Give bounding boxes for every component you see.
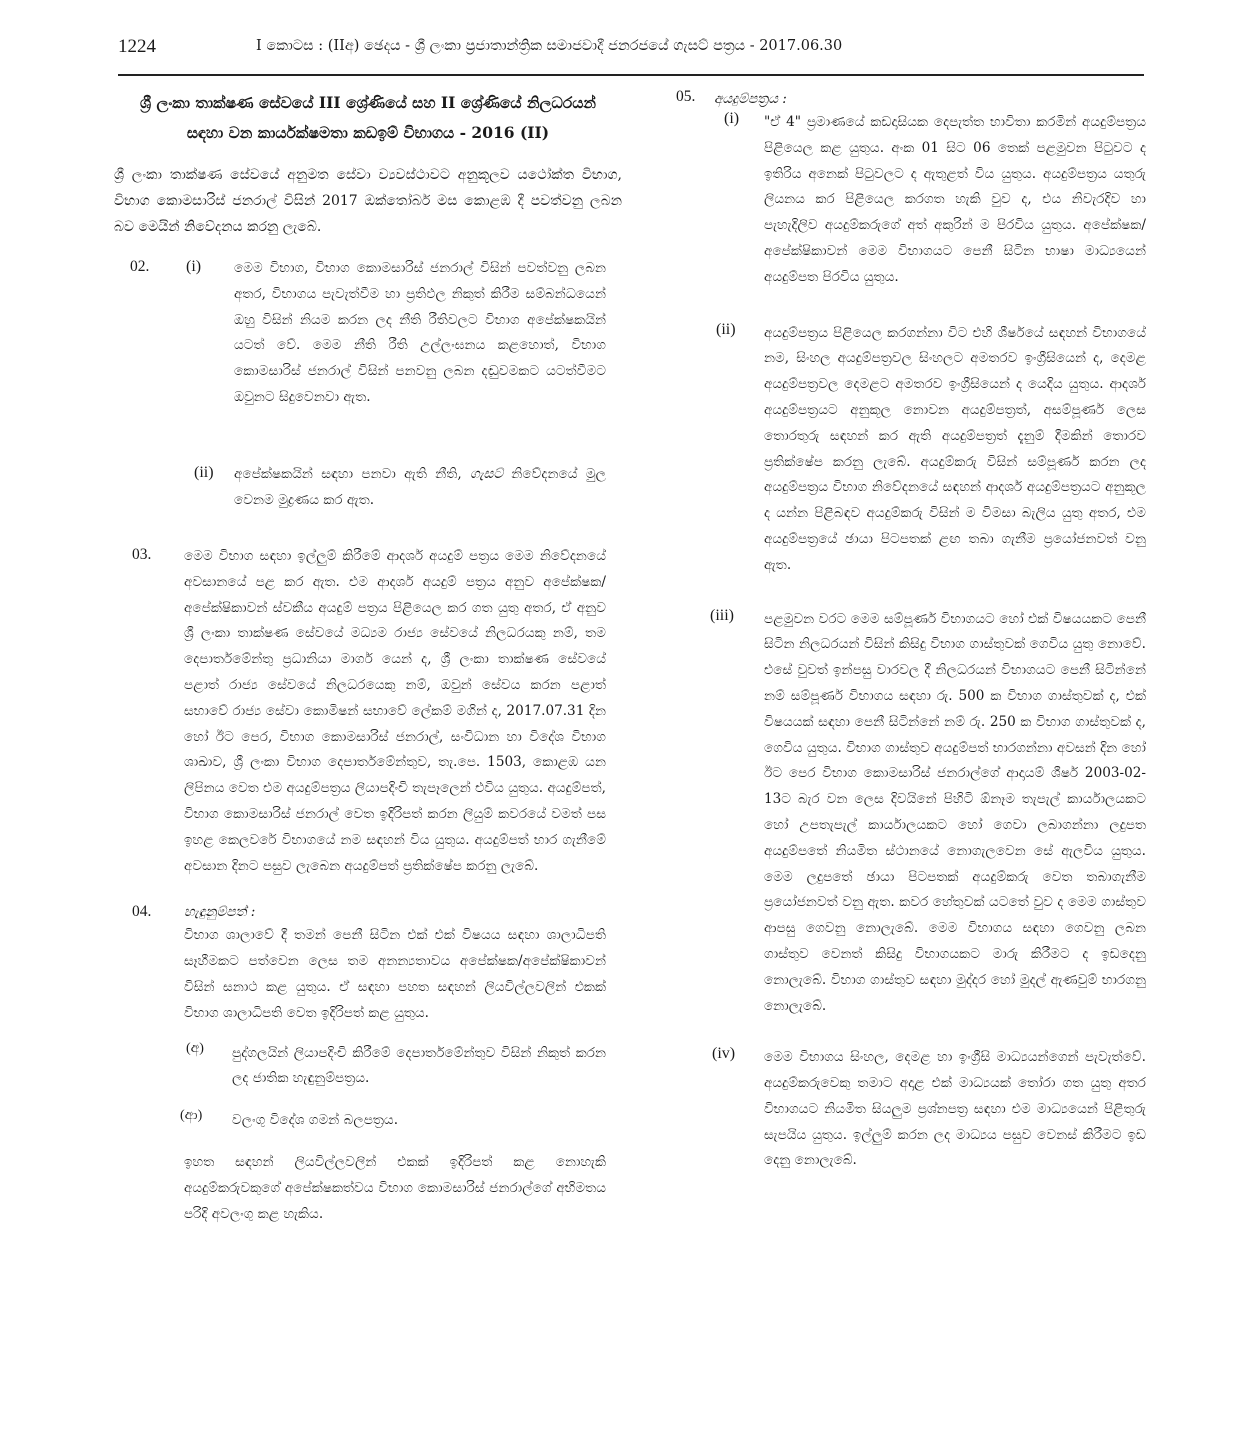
section-04-aa [114,1108,622,1134]
gazette-word: ගැසට් [470,466,504,482]
item-label: (ii) [716,320,736,338]
section-number: 03. [132,546,152,563]
item-label: (iii) [710,606,734,624]
intro-paragraph: ශ්‍රී ලංකා තාක්ෂණ සේවයේ අනුමත සේවා ව්‍යවස්ථාවට අනුකූලව යථෝක්ත විභාග, විභාග කොමසාරිස් ජනරාල් විසින් 2017 ඔක්තෝබර් මස කොළඹ දී පවත්වනු ලබන බව මෙයින් නිවේදනය කරනු ලැබේ. [114,167,622,235]
header-rule [118,74,1144,76]
section-05-heading: අයදුම්පත්‍රය : [714,91,787,107]
section-04-closing: ඉහත සඳහන් ලියවිල්ලවලින් එකක් ඉදිරිපත් කළ නොහැකි අයදුම්කරුවකුගේ අපේක්ෂකත්වය විභාග කොමසාරිස් ජනරාල්ගේ අභිමතය පරිදි අවලංගු කළ හැකිය. [184,1153,606,1222]
section-02-ii-text [234,462,606,514]
section-number: 04. [132,903,152,921]
running-head: I කොටස : (IIඅ) ඡෙදය - ශ්‍රී ලංකා ප්‍රජාතාන්ත්‍රික සමාජවාදී ජනරජයේ ගැසට් පත්‍රය - 2017.06.30 [256,38,843,54]
left-column [114,88,622,1227]
item-label: (i) [186,258,202,275]
section-05 [676,88,1146,1174]
section-04-a [114,1041,622,1093]
section-number: 05. [676,88,696,105]
section-05-i-text: "ඒ 4" ප්‍රමාණයේ කඩදාසියක දෙපැත්ත භාවිතා කරමින් අයදුම්පත්‍රය පිළියෙල කළ යුතුය. අංක 01 සිට 06 තෙක් පළමුවන පිටුවට ද ඉතිරිය අනෙක් පිටුවලට ද ඇතුළත් විය යුතුය. අයදුම්පත්‍රය යතුරු ලියනය කර පිළියෙල කරගත හැකි වුව ද, එය නිවැරදිව හා පැහැදිලිව අයදුම්කරුගේ අත් අකුරින් ම පිරවිය යුතුය. අපේක්ෂක/අපේක්ෂිකාවන් මෙම විභාගයට පෙනී සිටින භාෂා මාධ්‍යයෙන් අයදුම්පත පිරවිය යුතුය. [764,114,1146,285]
section-04-a-text: පුද්ගලයින් ලියාපදිංචි කිරීමේ දෙපාර්තමේන්තුව විසින් නිකුත් කරන ලද ජාතික හැඳුනුම්පත්‍රය. [232,1044,606,1087]
section-05-ii [676,321,1146,579]
section-05-iii [676,607,1146,1020]
section-05-i [676,110,1146,291]
document-title: ශ්‍රී ලංකා තාක්ෂණ සේවයේ III ශ්‍රේණියේ සහ II ශ්‍රේණියේ නිලධරයන් සඳහා වන කාර්යක්ෂමතා කඩඉම් විභාගය - 2016 (II) [140,93,596,142]
right-column [676,88,1146,1174]
item-label: (i) [724,110,740,127]
item-label: (අ) [186,1040,204,1056]
section-05-iv-text: මෙම විභාගය සිංහල, දෙමළ හා ඉංග්‍රීසි මාධ්‍යයන්ගෙන් පැවැත්වේ. අයදුම්කරුවෙකු තමාට අදාළ එක් මාධ්‍යයක් තෝරා ගත යුතු අතර විභාගයට නියමිත සියලුම ප්‍රශ්නපත්‍ර සඳහා එම මාධ්‍යයෙන් පිළිතුරු සැපයිය යුතුය. ඉල්ලුම් කරන ලද මාධ්‍යය පසුව වෙනස් කිරීමට ඉඩ දෙනු නොලැබේ. [764,1049,1146,1169]
section-04-aa-text: වලංගු විදේශ ගමන් බලපත්‍රය. [232,1112,399,1129]
section-03 [114,544,622,879]
section-04 [114,901,622,1227]
page-number: 1224 [118,36,156,57]
section-02 [114,256,622,452]
section-02-ii-text-a: අපේක්ෂකයින් සඳහා පනවා ඇති නීති, [234,466,462,482]
item-label: (ii) [194,464,214,481]
section-04-heading: හැඳුනුම්පත් : [184,904,256,921]
section-number: 02. [130,258,150,275]
page-header [118,36,1144,76]
section-03-text: මෙම විභාග සඳහා ඉල්ලුම් කිරීමේ ආදර්ශ අයදුම් පත්‍රය මෙම නිවේදනයේ අවසානයේ පළ කර ඇත. එම ආදර්ශ අයදුම් පත්‍රය අනුව අපේක්ෂක/අපේක්ෂිකාවන් ස්වකීය අයදුම් පත්‍රය පිළියෙල කර ගත යුතු අතර, ඒ අනුව ශ්‍රී ලංකා තාක්ෂණ සේවයේ මධ්‍යම රාජ්‍ය සේවයේ නිලධරයකු නම්, තම දෙපාර්තමේන්තු ප්‍රධානියා මාර්ග යෙන් ද, ශ්‍රී ලංකා තාක්ෂණ සේවයේ පළාත් රාජ්‍ය සේවයේ නිලධරයෙකු නම්, ඔවුන් සේවය කරන පළාත් සභාවේ රාජ්‍ය සේවා කොමිෂන් සභාවේ ලේකම් මගින් ද, 2017.07.31 දින හෝ ඊට පෙර, විභාග කොමසාරිස් ජනරාල්, සංවිධාන හා විදේශ විභාග ශාඛාව, ශ්‍රී ලංකා විභාග දෙපාර්තමේන්තුව, තැ.පෙ. 1503, කොළඹ යන ලිපිනය වෙත එම අයදුම්පත්‍රය ලියාපදිංචි තැපෑලෙන් එවිය යුතුය. අයදුම්පත්, විභාග කොමසාරිස් ජනරාල් වෙත ඉදිරිපත් කරන ලියුම් කවරයේ වමත් පස ඉහළ කෙලවරේ විභාගයේ නම සඳහන් විය යුතුය. අයදුම්පත් භාර ගැනීමේ අවසාන දිනට පසුව ලැබෙන අයදුම්පත් ප්‍රතික්ෂේප කරනු ලැබේ. [184,548,606,874]
item-label: (ආ) [180,1108,203,1124]
section-02-ii-text-b: නිවේදනයේ මුල වෙනම මුද්‍රණය කර ඇත. [234,466,606,508]
section-02-i-text: මෙම විභාග, විභාග කොමසාරිස් ජනරාල් විසින් පවත්වනු ලබන අතර, විභාගය පැවැත්වීම හා ප්‍රතිඵල නිකුත් කිරීම සම්බන්ධයෙන් ඔහු විසින් නියම කරන ලද නීති රීතිවලට විභාග අපේක්ෂකයින් යටත් වේ. මෙම නීති රීති උල්ලංඝනය කළහොත්, විභාග කොමසාරිස් ජනරාල් විසින් පනවනු ලබන දඬුවමකට යටත්වීමට ඔවුනට සිදුවෙනවා ඇත. [234,260,606,405]
section-05-iii-text: පළමුවන වරට මෙම සම්පූර්ණ විභාගයට හෝ එක් විෂයයකට පෙනී සිටින නිලධරයන් විසින් කිසිදු විභාග ගාස්තුවක් ගෙවිය යුතු නොවේ. එසේ වුවත් ඉන්පසු වාරවල දී නිලධරයන් විභාගයට පෙනී සිටින්නේ නම් සම්පූර්ණ විභාගය සඳහා රු. 500 ක විභාග ගාස්තුවක් ද, එක් විෂයයක් සඳහා පෙනී සිටින්නේ නම් රු. 250 ක විභාග ගාස්තුවක් ද, ගෙවිය යුතුය. විභාග ගාස්තුව අයදුම්පත් භාරගන්නා අවසන් දින හෝ ඊට පෙර විභාග කොමසාරිස් ජනරාල්ගේ ආදායම් ශීර්ෂ 2003-02-13ට බැර වන ලෙස දිවයිනේ පිහිටි ඕනෑම තැපැල් කාර්යාලයකට හෝ උපතැපැල් කාර්යාලයකට හෝ ගෙවා ලබාගන්නා ලදුපත අයදුම්පතේ නියමිත ස්ථානයේ නොගැලවෙන සේ ඇලවිය යුතුය. මෙම ලදුපතේ ඡායා පිටපතක් අයදුම්කරු වෙත තබාගැනීම ප්‍රයෝජනවත් වනු ඇත. කවර හේතුවක් යටතේ වුව ද මෙම ගාස්තුව ආපසු ගෙවනු නොලැබේ. මෙම විභාගය සඳහා ගෙවනු ලබන ගාස්තුව වෙනත් කිසිදු විභාගයකට මාරු කිරීමට ද ඉඩදෙනු නොලැබේ. විභාග ගාස්තුව සඳහා මුද්දර හෝ මුදල් ඇණවුම් භාරගනු නොලැබේ. [764,610,1146,1014]
section-02-ii [114,462,622,524]
item-label: (iv) [712,1045,736,1063]
section-05-ii-text: අයදුම්පත්‍රය පිළියෙල කරගන්නා විට එහි ශීර්ෂයේ සඳහන් විභාගයේ නම, සිංහල අයදුම්පත්‍රවල සිංහලට අමතරව ඉංග්‍රීසියෙන් ද, දෙමළ අයදුම්පත්‍රවල දෙමළට අමතරව ඉංග්‍රීසියෙන් ද යෙදිය යුතුය. ආදර්ශ අයදුම්පත්‍රයට අනුකූල නොවන අයදුම්පත්‍රත්, අසම්පූර්ණ ලෙස තොරතුරු සඳහන් කර ඇති අයදුම්පත්‍රත් දැනුම් දීමකින් තොරව ප්‍රතික්ෂේප කරනු ලැබේ. අයදුම්කරු විසින් සම්පූර්ණ කරන ලද අයදුම්පත්‍රය විභාග නිවේදනයේ සඳහන් ආදර්ශ අයදුම්පත්‍රයට අනුකූල ද යන්න පිළිබඳව අයදුම්කරු විසින් ම විමසා බැලිය යුතු අතර, එම අයදුම්පත්‍රයේ ඡායා පිටපතක් ළඟ තබා ගැනීම ප්‍රයෝජනවත් වනු ඇත. [764,324,1146,573]
section-05-iv [676,1045,1146,1174]
section-04-text: විභාග ශාලාවේ දී තමන් පෙනී සිටින එක් එක් විෂයය සඳහා ශාලාධිපති සෑහීමකට පත්වෙන ලෙස තම අනන්‍යතාවය අපේක්ෂක/අපේක්ෂිකාවන් විසින් සනාථ කළ යුතුය. ඒ සඳහා පහත සඳහන් ලියවිල්ලවලින් එකක් විභාග ශාලාධිපති වෙත ඉදිරිපත් කළ යුතුය. [184,927,606,1021]
